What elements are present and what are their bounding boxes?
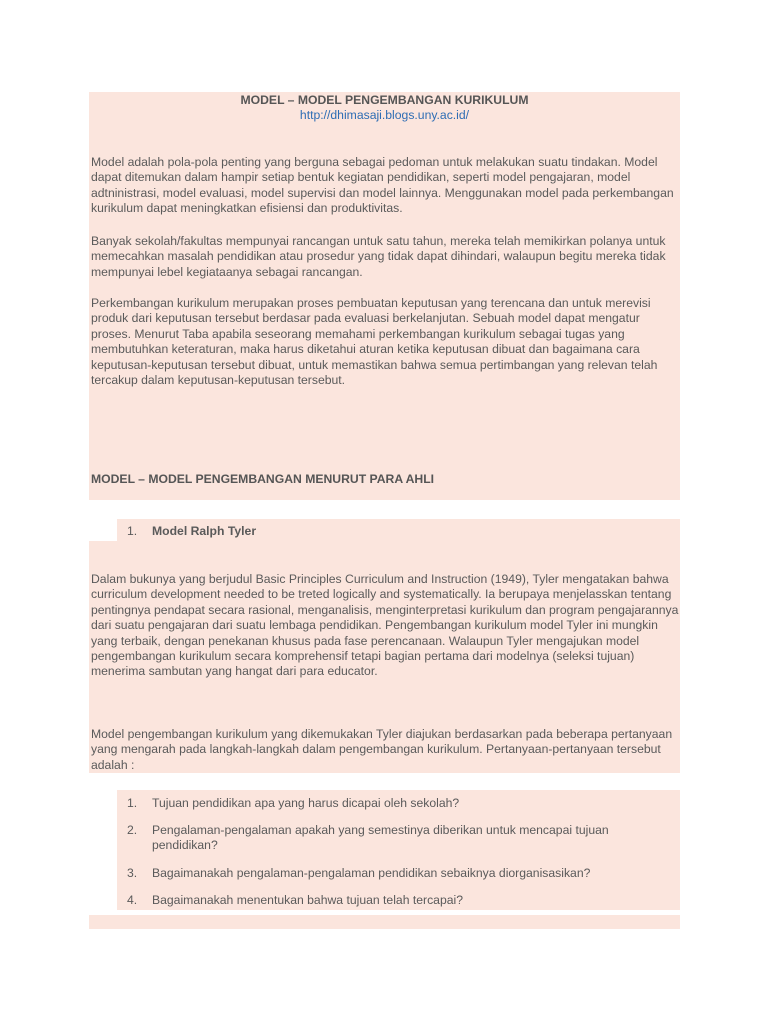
section-heading: MODEL – MODEL PENGEMBANGAN MENURUT PARA AHLI <box>91 472 435 486</box>
subsection-number: 1. <box>127 524 138 538</box>
paragraph-development: Perkembangan kurikulum merupakan proses pembuatan keputusan yang terencana dan untuk merevisi produk dari keputusan tersebut berdasar pada evaluasi berkelanjutan. Sebuah model dapat mengatur proses. Menurut Taba apabila seseorang memahami perkembangan kurikulum sebagai tugas yang membutuhkan keteraturan, maka harus diketahui aturan ketika keputusan dibuat dan bagaimana cara keputusan-keputusan tersebut dibuat, untuk memastikan bahwa semua pertimbangan yang relevan telah tercakup dalam keputusan-keputusan tersebut. <box>91 296 658 388</box>
document-title: MODEL – MODEL PENGEMBANGAN KURIKULUM <box>240 93 529 107</box>
question-item: Bagaimanakah menentukan bahwa tujuan telah tercapai? <box>152 893 464 907</box>
question-number: 3. <box>127 866 138 880</box>
question-item: Pengalaman-pengalaman apakah yang semestinya diberikan untuk mencapai tujuan pendidikan? <box>152 823 609 853</box>
question-number: 2. <box>127 823 138 837</box>
question-item: Bagaimanakah pengalaman-pengalaman pendidikan sebaiknya diorganisasikan? <box>152 866 591 880</box>
question-item: Tujuan pendidikan apa yang harus dicapai oleh sekolah? <box>152 796 460 810</box>
question-number: 4. <box>127 893 138 907</box>
source-link[interactable]: http://dhimasaji.blogs.uny.ac.id/ <box>299 108 470 122</box>
subsection-title: Model Ralph Tyler <box>152 524 257 538</box>
paragraph-tyler-book: Dalam bukunya yang berjudul Basic Principles Curriculum and Instruction (1949), Tyler mengatakan bahwa curriculum development needed to be treted logically and systematically. Ia berupaya menjelasskan tentang pentingnya pendapat secara rasional, menganalisis, menginterpretasi kurikulum dan program pengajarannya dari suatu pengajaran dari suatu lembaga pendidikan. Pengembangan kurikulum model Tyler ini mungkin yang terbaik, dengan penekanan khusus pada fase perencanaan. Walaupun Tyler mengajukan model pengembangan kurikulum secara komprehensif tetapi bagian pertama dari modelnya (seleksi tujuan) menerima sambutan yang hangat dari para educator. <box>91 572 679 679</box>
highlight-block-bottom <box>89 915 680 929</box>
paragraph-schools: Banyak sekolah/fakultas mempunyai rancangan untuk satu tahun, mereka telah memikirkan polanya untuk memecahkan masalah pendidikan atau prosedur yang tidak dapat dihindari, walaupun begitu mereka tidak mempunyai lebel kegiataanya sebagai rancangan. <box>91 234 666 279</box>
question-number: 1. <box>127 796 138 810</box>
paragraph-tyler-questions-intro: Model pengembangan kurikulum yang dikemukakan Tyler diajukan berdasarkan pada beberapa pertanyaan yang mengarah pada langkah-langkah dalam pengembangan kurikulum. Pertanyaan-pertanyaan tersebut adalah : <box>91 727 673 772</box>
paragraph-definition: Model adalah pola-pola penting yang berguna sebagai pedoman untuk melakukan suatu tindakan. Model dapat ditemukan dalam hampir setiap bentuk kegiatan pendidikan, seperti model pengajaran, model adtninistrasi, model evaluasi, model supervisi dan model lainnya. Menggunakan model pada perkembangan kurikulum dapat meningkatkan efisiensi dan produktivitas. <box>91 155 674 216</box>
